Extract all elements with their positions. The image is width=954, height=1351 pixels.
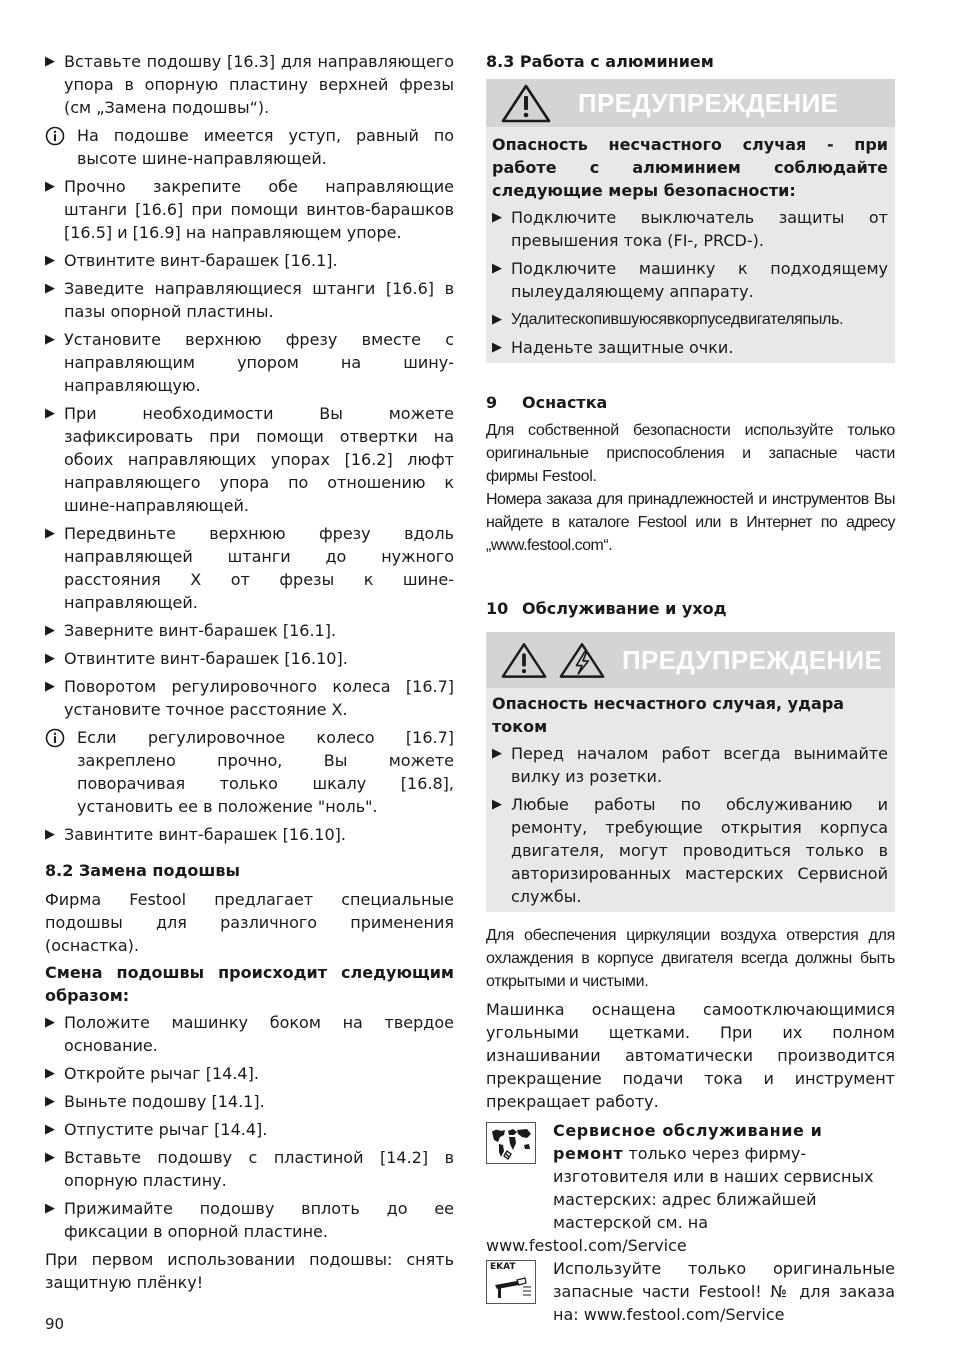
- warning-box: [486, 632, 895, 912]
- service-url: www.festool.com/Service: [486, 1236, 687, 1255]
- bullet-icon: ▶: [45, 253, 55, 268]
- service-text: только через фирму- изготовителя или в наших сервисных мастерских: адрес ближайшей мастерской см. на: [553, 1144, 874, 1232]
- bullet-icon: ▶: [45, 281, 55, 296]
- list-item: ▶ Заверните винт-барашек [16.1].: [45, 621, 337, 640]
- list-item: ▶ Перед началом работ всегда вынимайте вилку из розетки.: [492, 744, 888, 786]
- parts-block: [486, 1257, 895, 1326]
- warning-text: Опасность несчастного случая - при работе с алюминием соблюдайте следующие меры безопасности:: [492, 135, 888, 200]
- list-item: ▶ Подключите машинку к подходящему пылеудаляющему аппарату.: [492, 259, 888, 301]
- list-item: ▶ Завинтите винт-барашек [16.10].: [45, 825, 346, 844]
- bullet-icon: ▶: [45, 623, 55, 638]
- list-item: ▶ Откройте рычаг [14.4].: [45, 1064, 259, 1083]
- section-heading-9: 9 Оснастка: [486, 393, 608, 412]
- bullet-icon: ▶: [492, 210, 502, 225]
- paragraph: Для собственной безопасности используйте только оригинальные приспособления и запасные части фирмы Festool.: [486, 422, 895, 485]
- bullet-icon: ▶: [45, 526, 55, 541]
- bullet-icon: ▶: [45, 332, 55, 347]
- page-number: 90: [45, 1315, 65, 1333]
- bullet-icon: ▶: [492, 340, 502, 355]
- list-item: ▶ Любые работы по обслуживанию и ремонту, требующие открытия корпуса двигателя, могут проводиться только в авторизированных мастерских Сервисной службы.: [492, 795, 888, 906]
- bullet-icon: ▶: [45, 179, 55, 194]
- bullet-icon: ▶: [492, 746, 502, 761]
- list-item: ▶ Выньте подошву [14.1].: [45, 1092, 265, 1111]
- list-item: ▶ Вставьте подошву с пластиной [14.2] в опорную пластину.: [45, 1148, 454, 1190]
- info-icon: [45, 726, 77, 818]
- warning-box: [486, 79, 895, 363]
- bold-paragraph: Смена подошвы происходит следующим образом:: [45, 963, 454, 1005]
- warning-title: ПРЕДУПРЕЖДЕНИЕ: [622, 644, 883, 675]
- bullet-icon: ▶: [45, 1150, 55, 1165]
- list-item: ▶ Заведите направляющиеся штанги [16.6] в пазы опорной пластины.: [45, 279, 454, 321]
- bullet-icon: ▶: [45, 1201, 55, 1216]
- bullet-icon: ▶: [45, 1094, 55, 1109]
- bullet-icon: ▶: [45, 54, 55, 69]
- paragraph: Для обеспечения циркуляции воздуха отверстия для охлаждения в корпусе двигателя всегда должны быть открытыми и чистыми.: [486, 927, 895, 990]
- warning-header: [486, 79, 895, 127]
- paragraph: При первом использовании подошвы: снять защитную плёнку!: [45, 1250, 454, 1292]
- bullet-icon: ▶: [45, 406, 55, 421]
- list-item: ▶ Установите верхнюю фрезу вместе с направляющим упором на шину-направляющую.: [45, 330, 454, 395]
- list-item: ▶ Вставьте подошву [16.3] для направляющего упора в опорную пластину верхней фрезы (см „Замена подошвы“).: [45, 52, 454, 117]
- bullet-icon: ▶: [45, 827, 55, 842]
- paragraph: Номера заказа для принадлежностей и инструментов Вы найдете в каталоге Festool или в Интернет по адресу „www.festool.com“.: [486, 491, 895, 554]
- warning-triangle-icon: [500, 83, 552, 123]
- world-service-icon: [486, 1122, 536, 1164]
- warning-header: [486, 632, 895, 688]
- electric-hazard-icon: [558, 640, 606, 680]
- section-heading-8-2: 8.2 Замена подошвы: [45, 861, 240, 880]
- list-item: ▶ Удалитескопившуюсявкорпуседвигателяпыль.: [492, 308, 888, 331]
- ekat-label: EKAT: [490, 1262, 516, 1272]
- bullet-icon: ▶: [45, 1015, 55, 1030]
- warning-text: Опасность несчастного случая, удара током: [492, 694, 845, 736]
- bullet-icon: ▶: [45, 679, 55, 694]
- list-item: ▶ Поворотом регулировочного колеса [16.7] установите точное расстояние X.: [45, 677, 454, 719]
- left-column: [45, 50, 454, 1294]
- info-icon: [45, 124, 77, 170]
- bullet-icon: ▶: [45, 1122, 55, 1137]
- ekat-parts-icon: [486, 1260, 536, 1304]
- list-item: ▶ Положите машинку боком на твердое основание.: [45, 1013, 454, 1055]
- parts-text: Используйте только оригинальные запасные части Festool! № для заказа на: www.festool.com/Service: [553, 1259, 895, 1324]
- list-item: ▶ Наденьте защитные очки.: [492, 338, 734, 357]
- bullet-icon: ▶: [492, 312, 502, 327]
- bullet-icon: ▶: [45, 1066, 55, 1081]
- paragraph: Фирма Festool предлагает специальные подошвы для различного применения (оснастка).: [45, 890, 454, 955]
- note-item: На подошве имеется уступ, равный по высоте шине-направляющей.: [45, 124, 454, 170]
- list-item: ▶ Отпустите рычаг [14.4].: [45, 1120, 268, 1139]
- section-heading-8-3: 8.3 Работа с алюминием: [486, 52, 714, 71]
- list-item: ▶ Отвинтите винт-барашек [16.10].: [45, 649, 348, 668]
- section-heading-10: 10 Обслуживание и уход: [486, 599, 727, 618]
- warning-triangle-icon: [500, 640, 548, 680]
- list-item: ▶ Прижимайте подошву вплоть до ее фиксации в опорной пластине.: [45, 1199, 454, 1241]
- list-item: ▶ Подключите выключатель защиты от превышения тока (FI-, PRCD-).: [492, 208, 888, 250]
- right-column: [486, 50, 895, 1326]
- note-item: Если регулировочное колесо [16.7] закреплено прочно, Вы можете поворачивая только шкалу [16.8], установить ее в положение "ноль".: [45, 726, 454, 818]
- bullet-icon: ▶: [492, 797, 502, 812]
- warning-title: ПРЕДУПРЕЖДЕНИЕ: [578, 87, 839, 118]
- list-item: ▶ Передвиньте верхнюю фрезу вдоль направляющей штанги до нужного расстояния X от фрезы к шине-направляющей.: [45, 524, 454, 612]
- bullet-icon: ▶: [45, 651, 55, 666]
- list-item: ▶ При необходимости Вы можете зафиксировать при помощи отвертки на обоих направляющих упорах [16.2] люфт направляющего упора по отношению к шине-направляющей.: [45, 404, 454, 515]
- service-title: Сервисное обслуживание и ремонт: [553, 1121, 823, 1163]
- paragraph: Машинка оснащена самоотключающимися угольными щетками. При их полном изнашивании автоматически производится прекращение подачи тока и инструмент прекращает работу.: [486, 1000, 895, 1111]
- bullet-icon: ▶: [492, 261, 502, 276]
- service-block: [486, 1119, 895, 1234]
- list-item: ▶ Отвинтите винт-барашек [16.1].: [45, 251, 338, 270]
- list-item: ▶ Прочно закрепите обе направляющие штанги [16.6] при помощи винтов-барашков [16.5] и [16.9] на направляющем упоре.: [45, 177, 454, 242]
